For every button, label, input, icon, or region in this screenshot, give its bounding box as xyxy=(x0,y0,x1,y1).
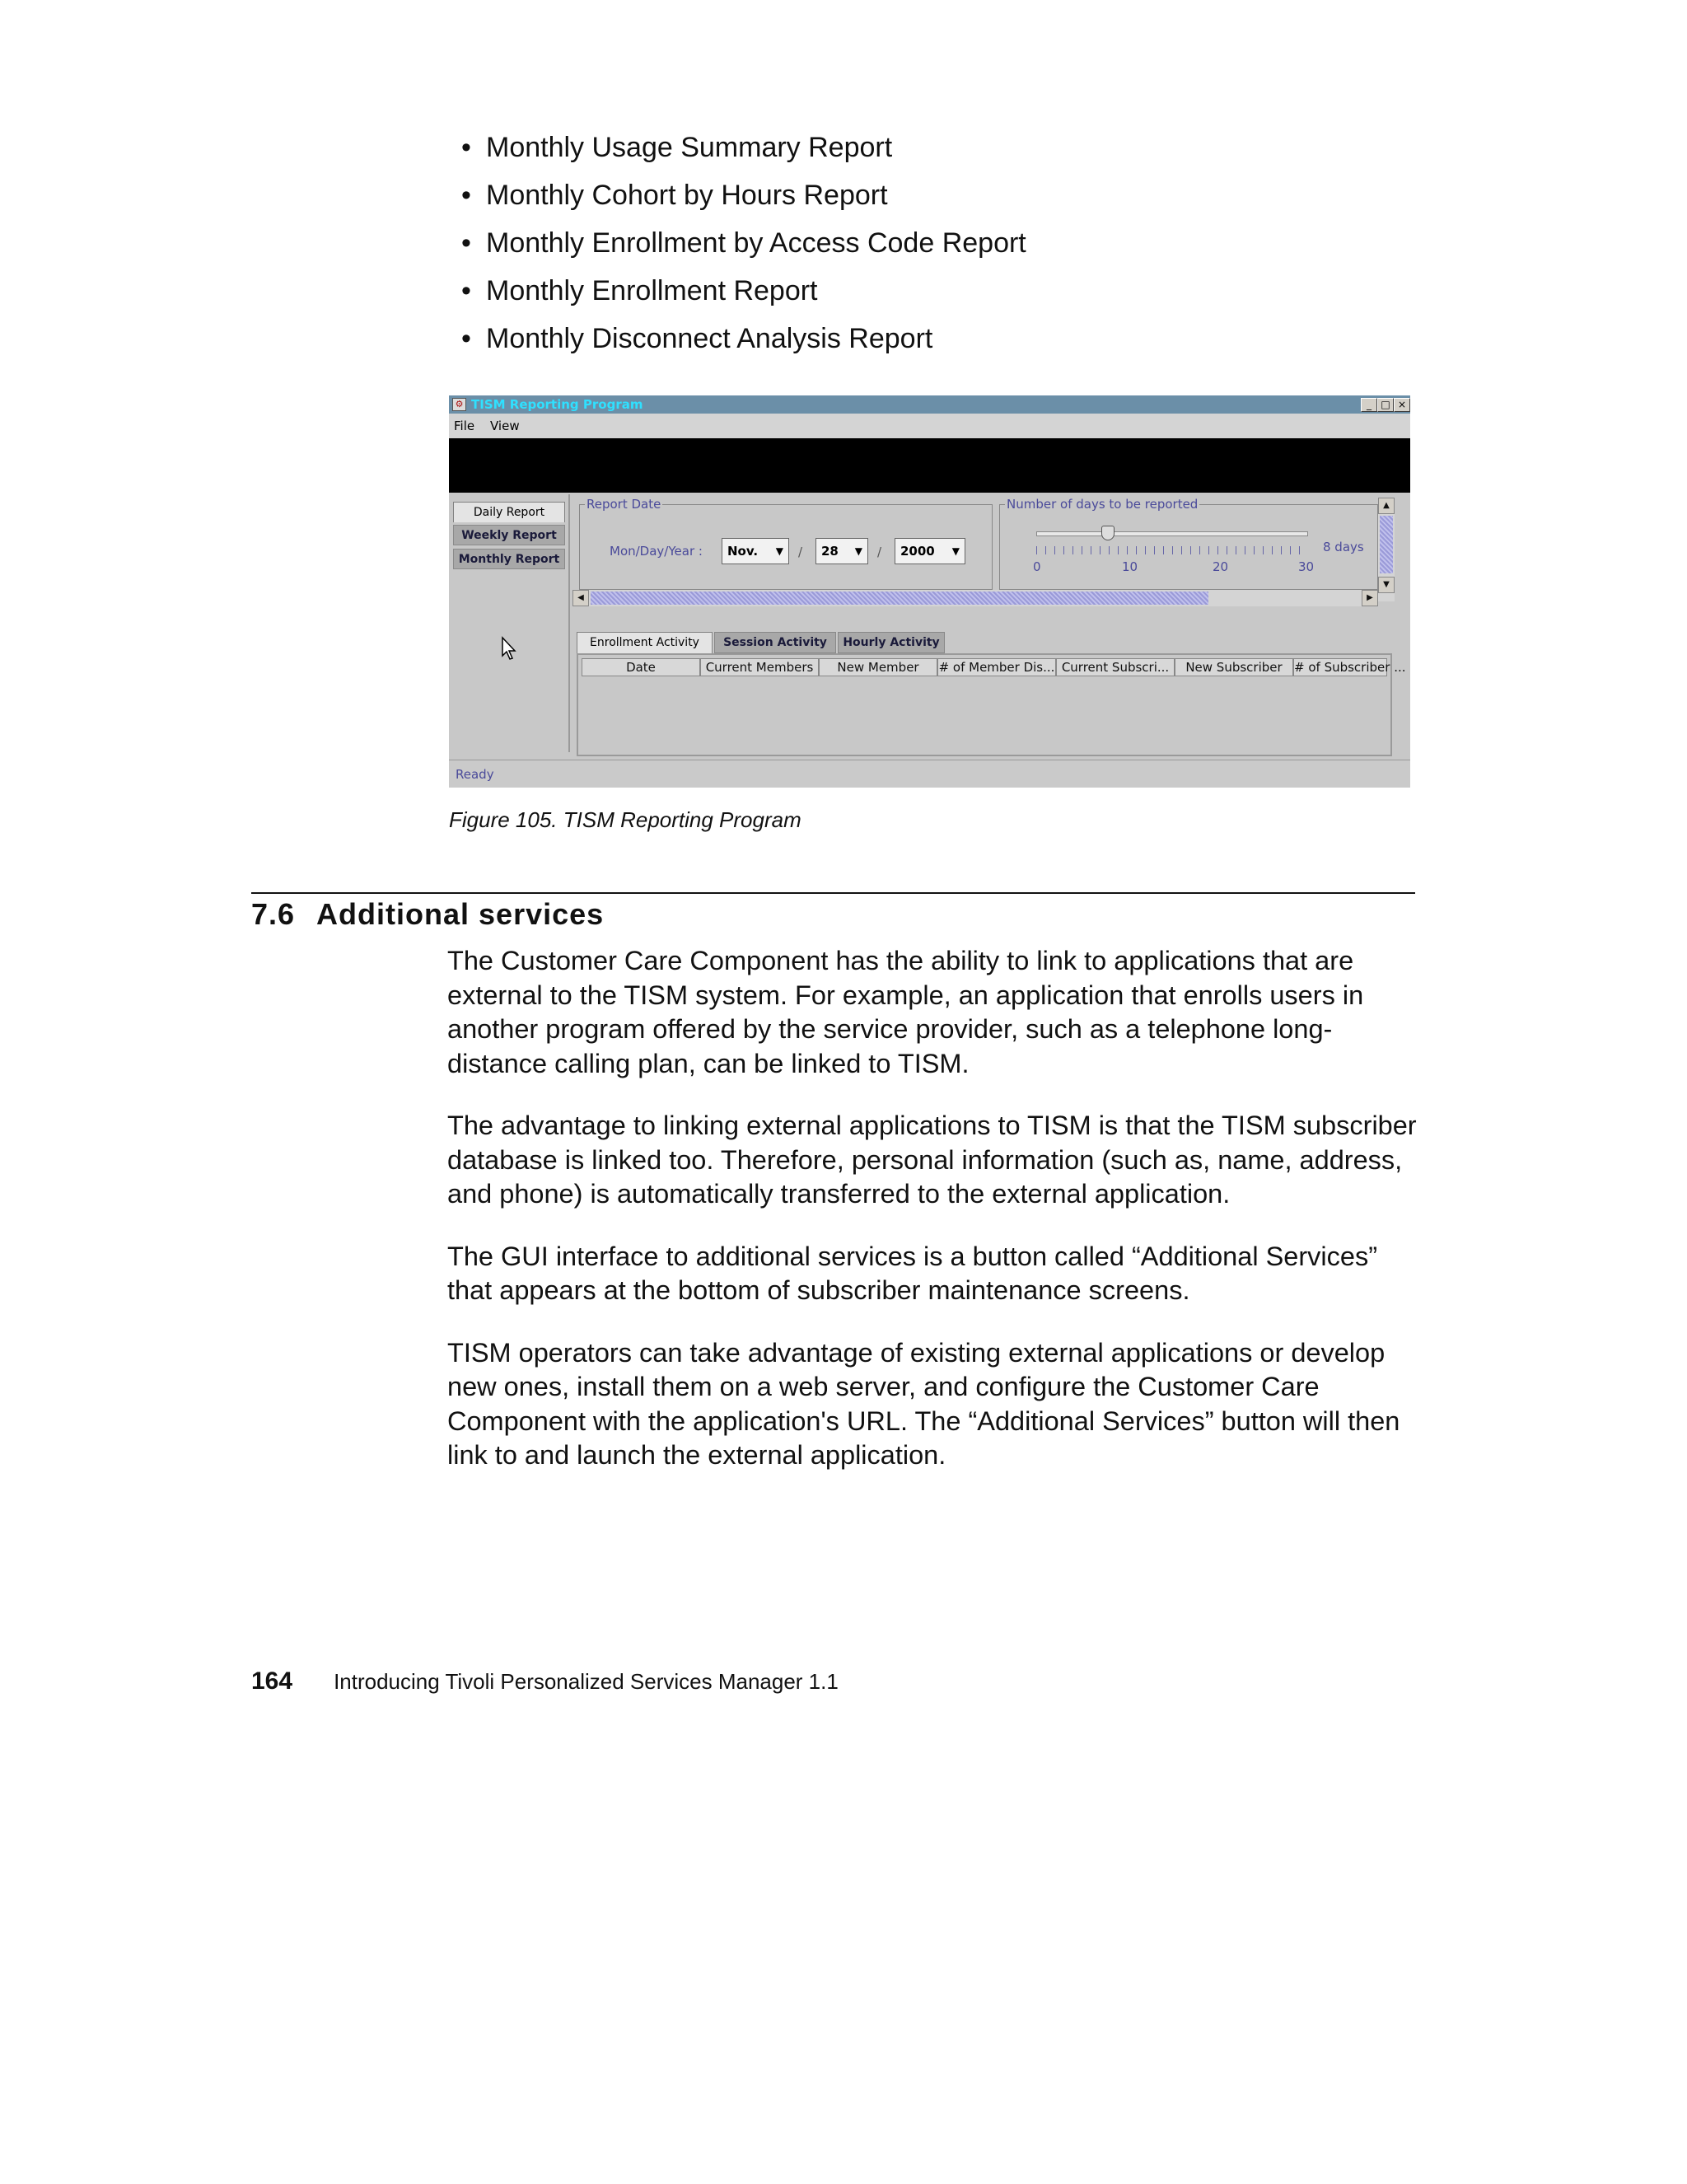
days-value-label: 8 days xyxy=(1323,540,1364,554)
tab-session-activity[interactable]: Session Activity xyxy=(714,632,836,653)
tick-label: 20 xyxy=(1213,559,1229,574)
column-header[interactable]: Current Members xyxy=(700,658,819,676)
report-date-label: Report Date xyxy=(586,497,661,512)
scroll-thumb[interactable] xyxy=(591,592,1208,605)
column-header[interactable]: Current Subscri... xyxy=(1056,658,1175,676)
maximize-icon[interactable]: □ xyxy=(1377,398,1394,412)
figure-caption: Figure 105. TISM Reporting Program xyxy=(449,807,801,832)
report-bullet-list xyxy=(461,124,1026,362)
minimize-icon[interactable]: _ xyxy=(1361,398,1377,412)
slider-ticks xyxy=(1036,546,1308,554)
days-reported-label: Number of days to be reported xyxy=(1007,497,1199,512)
scroll-right-icon[interactable]: ▶ xyxy=(1362,590,1378,606)
close-icon[interactable]: × xyxy=(1394,398,1410,412)
days-slider-thumb[interactable] xyxy=(1101,526,1115,540)
report-date-group: Report Date Mon/Day/Year : Nov. ▼ / 28 ▼ / 2000 ▼ xyxy=(579,504,993,590)
chevron-down-icon: ▼ xyxy=(854,545,862,557)
banner-area xyxy=(449,438,1410,493)
title-bar xyxy=(449,395,1410,414)
chevron-down-icon: ▼ xyxy=(951,545,960,557)
tab-weekly-report[interactable]: Weekly Report xyxy=(453,525,565,545)
section-body xyxy=(447,944,1428,1501)
days-reported-group xyxy=(999,497,1378,590)
column-header[interactable]: # of Member Dis... xyxy=(938,660,1055,675)
bullet-item: • Monthly Disconnect Analysis Report xyxy=(461,315,1026,362)
bullet-item: • Monthly Enrollment Report xyxy=(461,267,1026,315)
mouse-pointer-icon xyxy=(501,636,519,661)
bullet-item: • Monthly Usage Summary Report xyxy=(461,124,1026,171)
date-field-label: Mon/Day/Year : xyxy=(610,544,703,559)
scroll-left-icon[interactable]: ◀ xyxy=(572,590,589,606)
bullet-item: • Monthly Cohort by Hours Report xyxy=(461,171,1026,219)
report-type-pane xyxy=(449,494,570,752)
bullet-item: • Monthly Enrollment by Access Code Report xyxy=(461,219,1026,267)
tab-monthly-report[interactable]: Monthly Report xyxy=(453,549,565,569)
page-footer xyxy=(251,1667,839,1695)
column-header[interactable]: New Subscriber xyxy=(1175,658,1293,676)
tick-label: 10 xyxy=(1122,559,1138,574)
year-select[interactable]: 2000 ▼ xyxy=(895,538,965,564)
tick-label: 0 xyxy=(1033,559,1041,574)
paragraph: The advantage to linking external applications to TISM is that the TISM subscriber database is linked too. Therefore, personal information (such as, name, address, and phone) is automatically transferred to the external application. xyxy=(447,1111,1417,1209)
column-header[interactable]: Date xyxy=(582,658,700,676)
window-title: TISM Reporting Program xyxy=(471,397,643,412)
paragraph: TISM operators can take advantage of existing external applications or develop new ones, install them on a web server, and configure the Customer Care Component with the application's URL. The “Additional Services” button will then link to and launch the external application. xyxy=(447,1337,1400,1470)
chevron-down-icon: ▼ xyxy=(775,545,783,557)
tab-hourly-activity[interactable]: Hourly Activity xyxy=(838,632,945,653)
page-number: 164 xyxy=(251,1667,293,1695)
options-vertical-scrollbar[interactable] xyxy=(1378,498,1395,601)
status-bar xyxy=(449,760,1410,788)
book-title: Introducing Tivoli Personalized Services Manager 1.1 xyxy=(334,1669,839,1694)
app-icon: ⚙ xyxy=(452,398,466,411)
scroll-down-icon[interactable]: ▼ xyxy=(1378,577,1395,593)
menu-bar xyxy=(449,414,1410,438)
section-heading xyxy=(251,895,604,934)
month-select[interactable]: Nov. ▼ xyxy=(722,538,789,564)
paragraph: The GUI interface to additional services is a button called “Additional Services” that appears at the bottom of subscriber maintenance screens. xyxy=(447,1241,1378,1305)
tick-label: 30 xyxy=(1298,559,1315,574)
scroll-up-icon[interactable]: ▲ xyxy=(1378,498,1395,514)
report-options-panel xyxy=(572,498,1395,605)
column-header[interactable]: # of Subscriber ... xyxy=(1294,660,1406,675)
day-select[interactable]: 28 ▼ xyxy=(815,538,868,564)
tab-daily-report[interactable]: Daily Report xyxy=(453,502,565,522)
status-text: Ready xyxy=(456,767,494,782)
menu-view[interactable]: View xyxy=(490,419,520,433)
tab-enrollment-activity[interactable]: Enrollment Activity xyxy=(577,632,713,653)
paragraph: The Customer Care Component has the ability to link to applications that are external to the TISM system. For example, an application that enrolls users in another program offered by the service provider, such as a telephone long-distance calling plan, can be linked to TISM. xyxy=(447,946,1364,1078)
section-divider xyxy=(251,892,1415,894)
menu-file[interactable]: File xyxy=(454,419,475,433)
section-title: Additional services xyxy=(316,897,605,931)
section-number: 7.6 xyxy=(251,897,296,931)
tism-app-window xyxy=(449,395,1410,787)
column-header[interactable]: New Member xyxy=(819,658,937,676)
days-slider-track[interactable] xyxy=(1036,531,1308,536)
activity-table xyxy=(577,653,1406,756)
options-horizontal-scrollbar[interactable] xyxy=(572,590,1378,606)
scroll-thumb[interactable] xyxy=(1380,516,1393,573)
